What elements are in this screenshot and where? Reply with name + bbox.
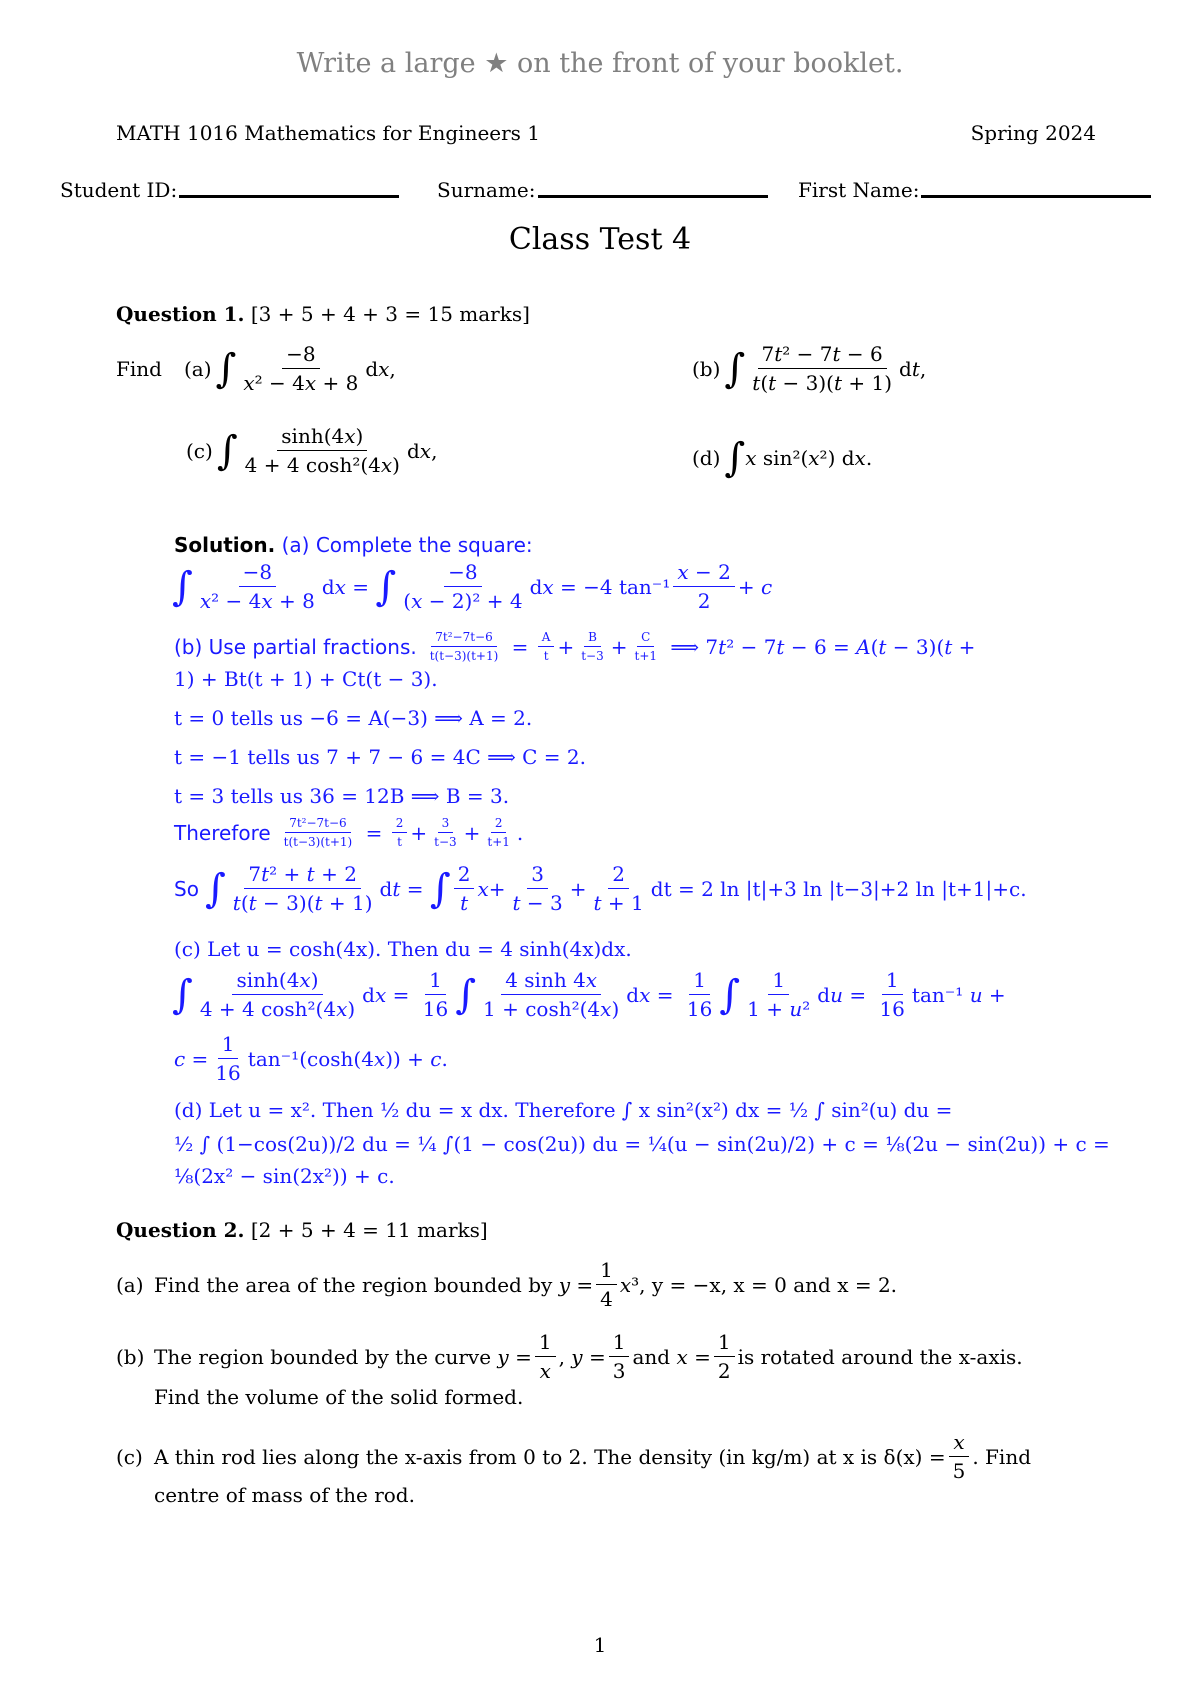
question-2c: (c) A thin rod lies along the x-axis from 0 to 2. The density (in kg/m) at x is δ(x) = $\frac{x}{5}$ . Find <box>116 1430 1031 1483</box>
q2a-text: Find the area of the region bounded by <box>154 1272 553 1297</box>
question-2a: (a) Find the area of the region bounded by y = $\frac{1}{4}$ x³ , y = −x, x = 0 and x = 2. <box>116 1258 898 1311</box>
test-title: Class Test 4 <box>508 222 692 257</box>
solution-b-therefore-label: Therefore <box>174 820 271 845</box>
course-title: MATH 1016 Mathematics for Engineers 1 <box>116 121 541 145</box>
q2c-tail: . Find <box>972 1444 1031 1469</box>
question-1-header <box>116 302 530 326</box>
solution-label: Solution. <box>174 533 276 557</box>
q1d-label: (d) <box>692 446 721 470</box>
first-name-label: First Name: <box>798 178 920 202</box>
solution-a-intro: (a) Complete the square: <box>281 533 533 557</box>
question-1c: (c) ∫ $\frac{\sinh(4x)}{\text{4 + 4 cosh²(4x)}}$ dx, <box>186 424 438 477</box>
surname-line[interactable] <box>538 195 768 198</box>
q2c-label: (c) <box>116 1444 143 1469</box>
q2a-tail: , y = −x, x = 0 and x = 2. <box>639 1272 898 1297</box>
solution-header <box>174 533 533 557</box>
solution-d-line1: (d) Let u = x². Then ½ du = x dx. Therefore ∫ x sin²(x²) dx = ½ ∫ sin²(u) du = <box>174 1098 953 1122</box>
q2b-text: The region bounded by the curve <box>154 1344 492 1369</box>
q1c-label: (c) <box>186 438 213 463</box>
question-1-label: Question 1. <box>116 302 245 326</box>
solution-c-intro: (c) Let u = cosh(4x). Then du = 4 sinh(4x)dx. <box>174 937 632 961</box>
page-number: 1 <box>593 1633 607 1657</box>
solution-d-line2: ½ ∫ (1−cos(2u))/2 du = ¼ ∫(1 − cos(2u)) du = ¼(u − sin(2u)/2) + c = ⅛(2u − sin(2u)) + c = <box>174 1132 1110 1156</box>
surname-label: Surname: <box>437 178 536 202</box>
solution-b-result: So ∫ $\frac{\text{7t² + t + 2}}{t(t - 3)(t + 1)}$ dt = ∫ $\frac{2}{t}$ x+ $\frac{3}{t - 3}$ + $\frac{2}{t + 1}$ dt = 2 ln |t|+3 ln |t−3|+2 ln |t+1|+c. <box>174 862 1027 915</box>
q2b-tail: is rotated around the x-axis. <box>737 1344 1023 1369</box>
solution-b-line2: 1) + Bt(t + 1) + Ct(t − 3). <box>174 667 438 691</box>
solution-b-result-text: dt = 2 ln |t|+3 ln |t−3|+2 ln |t+1|+c. <box>650 876 1027 901</box>
question-2b: (b) The region bounded by the curve y = $\frac{1}{x}$ , y = $\frac{1}{3}$ and x = $\frac{1}{2}$ is rotated around the x-axis. <box>116 1330 1023 1383</box>
question-2-header <box>116 1218 488 1242</box>
question-1-marks: [3 + 5 + 4 + 3 = 15 marks] <box>250 302 530 326</box>
question-1b: (b) ∫ $\frac{\text{7t² − 7t − 6}}{t(t - 3)(t + 1)}$ dt, <box>692 342 927 395</box>
q2a-label: (a) <box>116 1272 144 1297</box>
solution-c-equation: ∫ $\frac{\sinh(4x)}{\text{4 + 4 cosh²(4x)}}$ dx = $\frac{1}{16}$ ∫ $\frac{4 \sinh 4x}{\text{1 + cosh²(4x)}}$ dx = $\frac{1}{16}$ ∫ $\frac{1}{\text{1 + u²}}$ du = $\frac{1}{16}$ tan⁻¹ u + <box>172 968 1006 1021</box>
student-id-line[interactable] <box>179 195 399 198</box>
first-name-field[interactable] <box>798 178 1151 202</box>
question-2-label: Question 2. <box>116 1218 245 1242</box>
solution-b-therefore: Therefore $\frac{\text{7t²−7t−6}}{t(t-3)(t+1)}$ = $\frac{2}{t}$ + $\frac{3}{t-3}$ + $\frac{2}{t+1}$ . <box>174 816 524 849</box>
solution-b-t0: t = 0 tells us −6 = A(−3) ⟹ A = 2. <box>174 706 533 730</box>
student-id-label: Student ID: <box>60 178 178 202</box>
term-label: Spring 2024 <box>970 121 1096 145</box>
solution-b-intro: (b) Use partial fractions. <box>174 634 417 659</box>
question-1d: (d) ∫ x sin²(x²) dx. <box>692 435 873 481</box>
q2c-text: A thin rod lies along the x-axis from 0 to 2. The density (in kg/m) at x is δ(x) = <box>154 1444 946 1469</box>
q2b-label: (b) <box>116 1344 145 1369</box>
solution-b-partial-fractions: (b) Use partial fractions. $\frac{\text{7t²−7t−6}}{t(t-3)(t+1)}$ = $\frac{A}{t}$ + $\frac{B}{t-3}$ + $\frac{C}{t+1}$ ⟹ 7t² − 7t − 6 = A(t − 3)(t + <box>174 630 976 663</box>
first-name-line[interactable] <box>921 195 1151 198</box>
student-id-field[interactable] <box>60 178 399 202</box>
solution-b-tminus1: t = −1 tells us 7 + 7 − 6 = 4C ⟹ C = 2. <box>174 745 587 769</box>
booklet-instruction: Write a large ★ on the front of your booklet. <box>296 48 904 79</box>
question-1a: Find (a) ∫ $\frac{-8}{\text{x² − 4x + 8}}$ dx, <box>116 342 396 395</box>
solution-a-equation: ∫ $\frac{-8}{\text{x² − 4x + 8}}$ dx = ∫ $\frac{-8}{\text{(x − 2)² + 4}}$ dx = −4 tan⁻¹ $\frac{x - 2}{2}$ + c <box>172 560 773 613</box>
solution-c-result: c = $\frac{1}{16}$ tan⁻¹(cosh(4x)) + c. <box>174 1032 448 1085</box>
solution-b-so: So <box>174 876 199 901</box>
q2b-line2: Find the volume of the solid formed. <box>154 1385 524 1409</box>
solution-d-line3: ⅛(2x² − sin(2x²)) + c. <box>174 1164 395 1188</box>
question-2-marks: [2 + 5 + 4 = 11 marks] <box>250 1218 488 1242</box>
surname-field[interactable] <box>437 178 768 202</box>
find-label: Find <box>116 356 162 381</box>
q1a-label: (a) <box>183 356 212 381</box>
solution-b-t3: t = 3 tells us 36 = 12B ⟹ B = 3. <box>174 784 510 808</box>
q2c-line2: centre of mass of the rod. <box>154 1483 415 1507</box>
q1b-label: (b) <box>692 356 721 381</box>
